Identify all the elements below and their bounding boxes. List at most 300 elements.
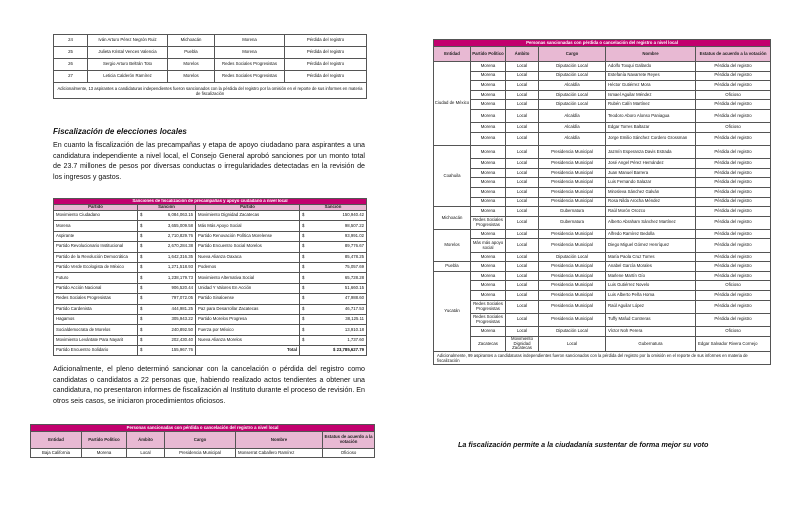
currency-symbol: $ [302,284,305,290]
party-cell: Morena [471,145,506,158]
sanction-amount [138,262,196,272]
amount-value: 98,507.22 [344,222,365,228]
party-name: Fuerza por México [196,325,300,335]
party-cell: Morena [471,327,506,337]
table-note: Adicionalmente, 13 aspirantes a candidaturas independientes fueron sancionados con la pérdida del registro por la omisión en el reporte de sus informes en materia de fiscalización [54,83,367,99]
party-cell: Redes Sociales Progresistas [471,216,506,229]
cell-num: 26 [54,59,88,71]
cell: Local [127,449,165,458]
name-cell: Diego Miguel Gómez Henríquez [606,239,696,252]
status-cell: Oficioso [696,123,771,133]
amount-value: 47,988.60 [344,295,365,301]
currency-symbol: $ [302,295,305,301]
table-row [54,59,367,71]
table-row [434,216,771,229]
amount-value: 797,072.05 [171,295,193,301]
post-cell: Gubernatura [539,216,606,229]
column-header: Ámbito [127,432,165,449]
post-cell: Diputación Local [539,327,606,337]
party-cell: Morena [471,252,506,262]
name-cell: Alberto Abraham Sánchez Martínez [606,216,696,229]
amount-value: 305,943.22 [171,316,193,322]
party-name: Unidad Y Valores En Acción [196,283,300,293]
sanction-amount [138,242,196,252]
scope-cell: Local [506,229,539,239]
party-cell: Movimiento Dignidad Zacatecas [506,336,539,352]
post-cell: Diputación Local [539,71,606,81]
party-name: Movimiento Ciudadano [54,211,138,221]
name-cell: Adolfo Toxqui Gallardo [606,62,696,72]
table-row [54,35,367,47]
party-name: Partido Verde Ecologista de México [54,262,138,272]
name-cell: Jazmín Esperanza Davis Estrada [606,145,696,158]
name-cell: Raúl Morón Orozco [606,207,696,217]
name-cell: Teodoro Aboro Alonso Paniagua [606,109,696,122]
currency-symbol: $ [140,347,143,353]
cell-name: Julieta Kristal Vences Valencia [88,47,168,59]
table-row [434,229,771,239]
column-header: Nombre [606,47,696,62]
post-cell: Presidencia Municipal [539,313,606,326]
amount-value: 46,717.53 [344,305,365,311]
scope-cell: Local [506,187,539,197]
table-row [434,90,771,100]
sanction-amount [300,211,367,221]
post-cell: Gubernatura [539,207,606,217]
cell-name: Sergio Arturo Beltrán Toto [88,59,168,71]
post-cell: Presidencia Municipal [539,168,606,178]
currency-symbol: $ [302,274,305,280]
party-name: Partido Sinaloense [196,294,300,304]
table-row [434,291,771,301]
party-cell: Morena [471,229,506,239]
cell-result: Pérdida del registro [285,47,367,59]
sanction-amount [300,314,367,324]
post-cell: Presidencia Municipal [539,281,606,291]
party-name: Partido Morelos Progresa [196,314,300,324]
amount-value: 155,967.76 [171,347,193,353]
table-row [54,273,367,283]
table-row [434,281,771,291]
party-name: Morena [54,221,138,231]
amount-value: 1,238,179.73 [167,274,193,280]
cell-num: 27 [54,71,88,83]
post-cell: Gubernatura [606,336,696,352]
table-row [54,304,367,314]
party-name: Más Más Apoyo Social [196,221,300,231]
party-cell: Morena [471,197,506,207]
post-cell: Diputación Local [539,252,606,262]
status-cell: Oficioso [696,90,771,100]
party-name: Partido Cardenista [54,304,138,314]
sanction-amount [138,283,196,293]
amount-value: 1,271,518.93 [167,264,193,270]
sanction-amount [138,335,196,345]
name-cell: Estefanía Navarrete Reyes [606,71,696,81]
entity-cell: Michoacán [434,207,471,230]
scope-cell: Local [506,168,539,178]
sanction-amount [138,231,196,241]
party-cell: Morena [471,90,506,100]
cell-state: Michoacán [168,35,215,47]
table-row [434,262,771,272]
status-cell: Pérdida del registro [696,229,771,239]
post-cell: Presidencia Municipal [539,187,606,197]
party-name: Partido de la Revolución Democrática [54,252,138,262]
total-label: Total [196,346,300,356]
column-header: Partido [196,205,300,211]
currency-symbol: $ [140,305,143,311]
name-cell: Edgar Salvador Rivera Cornejo [696,336,771,352]
table-row [54,262,367,272]
sanction-amount [300,335,367,345]
amount-value: 1,737.60 [347,336,365,342]
party-name: Partido Revolucionario Institucional [54,242,138,252]
status-cell: Pérdida del registro [696,109,771,122]
scope-cell: Local [506,216,539,229]
post-cell: Alcaldía [539,123,606,133]
currency-symbol: $ [302,253,305,259]
table-row [434,313,771,326]
amount-value: 38,125.11 [345,316,365,322]
cell-name: Iván Arturo Pérez Negrón Ruiz [88,35,168,47]
column-header: Entidad [434,47,471,62]
sanction-amount [300,231,367,241]
scope-cell: Local [506,81,539,91]
amount-value: 444,981.25 [171,305,193,311]
cell: Oficioso [323,449,375,458]
amount-value: $ 23,785,627.79 [332,347,365,353]
sanctioned-persons-local-table [433,39,771,365]
status-cell: Oficioso [696,281,771,291]
amount-value: 240,892.50 [171,326,193,332]
sanction-amount [138,273,196,283]
sanction-amount [300,262,367,272]
scope-cell: Local [506,271,539,281]
scope-cell: Local [506,90,539,100]
currency-symbol: $ [302,264,305,270]
status-cell: Pérdida del registro [696,62,771,72]
table-row [54,335,367,345]
status-cell: Pérdida del registro [696,187,771,197]
sanction-amount [138,211,196,221]
currency-symbol: $ [140,212,143,218]
currency-symbol: $ [302,316,305,322]
amount-value: 906,520.44 [171,284,193,290]
table-row [54,221,367,231]
sanctions-table-title: Sanciones de fiscalización de precampañas y apoyo ciudadano a nivel local [54,199,367,205]
caption: La fiscalización permite a la ciudadanía sustentar de forma mejor su voto [458,440,709,449]
name-cell: Juan Manuel Barrera [606,168,696,178]
cell-party: Morena [215,47,285,59]
column-header: Cargo [539,47,606,62]
cell-state: Morelos [168,71,215,83]
sanction-amount [300,252,367,262]
amount-value: 85,478.25 [344,253,365,259]
table-row [434,327,771,337]
party-name: Partido Renovación Política Morelense [196,231,300,241]
party-name: Paz para Desarrollar Zacatecas [196,304,300,314]
party-name: Movimiento Levántate Para Nayarit [54,335,138,345]
table-row [434,197,771,207]
table-row [54,47,367,59]
post-cell: Alcaldía [539,132,606,145]
scope-cell: Local [506,291,539,301]
party-cell: Redes Sociales Progresistas [471,313,506,326]
name-cell: Raúl Aguilar López [606,300,696,313]
sanction-amount [138,252,196,262]
name-cell: Luis Fernando Salazar [606,178,696,188]
status-cell: Pérdida del registro [696,239,771,252]
table-note: Adicionalmente, 99 aspirantes a candidaturas independientes fueron sancionados con la pérdida del registro por la omisión en el reporte de sus informes en materia de fiscalización [434,352,771,365]
column-header: Sanción [300,205,367,211]
name-cell: Luis Alberto Peña Homa [606,291,696,301]
table-row [434,71,771,81]
post-cell: Diputación Local [539,90,606,100]
cell: Monserrat Caballero Ramírez [236,449,323,458]
sanctioned-candidates-table-continued [53,34,367,99]
status-cell: Pérdida del registro [696,313,771,326]
currency-symbol: $ [302,233,305,239]
status-cell: Pérdida del registro [696,168,771,178]
table-row [54,71,367,83]
table-row [434,300,771,313]
status-cell: Pérdida del registro [696,207,771,217]
table-row [54,231,367,241]
table-row [434,159,771,169]
currency-symbol: $ [302,222,305,228]
entity-cell: Puebla [434,262,471,272]
scope-cell: Local [506,262,539,272]
sanction-amount [138,314,196,324]
amount-value: 6,084,063.15 [167,212,193,218]
currency-symbol: $ [140,284,143,290]
name-cell: Marlene Martín Gío [606,271,696,281]
post-cell: Alcaldía [539,109,606,122]
entity-cell: Coahuila [434,145,471,206]
party-name: Partido Encuentro Solidario [54,346,138,356]
post-cell: Diputación Local [539,100,606,110]
party-cell: Morena [471,271,506,281]
cell-result: Pérdida del registro [285,35,367,47]
currency-symbol: $ [140,326,143,332]
post-cell: Presidencia Municipal [539,145,606,158]
amount-value: 75,057.69 [344,264,365,270]
table-row [54,211,367,221]
sanction-amount [138,346,196,356]
currency-symbol: $ [140,274,143,280]
status-cell: Oficioso [696,327,771,337]
party-name: Redes Sociales Progresistas [54,294,138,304]
table-row [434,336,771,352]
entity-cell: Morelos [434,229,471,261]
name-cell: Luis Gutiérrez Novelo [606,281,696,291]
post-cell: Presidencia Municipal [539,229,606,239]
party-cell: Morena [471,291,506,301]
amount-value: 89,776.67 [344,243,365,249]
paragraph-cancellations: Adicionalmente, el pleno determinó sancionar con la cancelación o pérdida del registro como candidatas o candidatos a 22 personas que, habiendo realizado actos tendientes a obtener una candidatura, no presentaron informes de fiscalización al Instituto durante el proceso de revisión. En otros seis casos, se iniciaron procedimientos oficiosos. [53,365,365,406]
scope-cell: Local [506,239,539,252]
sanctions-table [53,198,367,356]
currency-symbol: $ [140,336,143,342]
scope-cell: Local [506,207,539,217]
currency-symbol: $ [140,264,143,270]
post-cell: Alcaldía [539,81,606,91]
currency-symbol: $ [302,212,305,218]
status-cell: Pérdida del registro [696,71,771,81]
party-cell: Morena [471,187,506,197]
status-cell: Pérdida del registro [696,145,771,158]
status-cell: Pérdida del registro [696,271,771,281]
party-name: Socialdemocrata de Morelos [54,325,138,335]
name-cell: Rubén Calín Martínez [606,100,696,110]
status-cell: Pérdida del registro [696,216,771,229]
name-cell: María Paola Cruz Torres [606,252,696,262]
cell-party: Redes Sociales Progresistas [215,71,285,83]
table-row [54,252,367,262]
paragraph-fiscalization: En cuanto la fiscalización de las precampañas y etapa de apoyo ciudadano para aspirantes a una candidatura independiente a nivel local, el Consejo General aprobó sanciones por un monto total de 23.7 millones de pesos por diversas conductas o irregularidades detectadas en la revisión de los ingresos y gastos. [53,141,365,182]
status-cell: Pérdida del registro [696,197,771,207]
currency-symbol: $ [140,233,143,239]
currency-symbol: $ [302,336,305,342]
scope-cell: Local [506,145,539,158]
name-cell: Jorge Emilio Sánchez Cordero Grossman [606,132,696,145]
name-cell: José Angel Pérez Hernández [606,159,696,169]
cell-name: Leticia Calderón Ramírez [88,71,168,83]
party-cell: Morena [471,132,506,145]
table-note-row [54,83,367,99]
column-header: Nombre [236,432,323,449]
column-header: Cargo [165,432,236,449]
cell-num: 24 [54,35,88,47]
scope-cell: Local [506,62,539,72]
post-cell: Presidencia Municipal [539,159,606,169]
party-cell: Morena [471,62,506,72]
party-cell: Morena [471,168,506,178]
name-cell: Rosa Nilda Arocha Méndez [606,197,696,207]
table-row [434,62,771,72]
currency-symbol: $ [302,305,305,311]
status-cell: Pérdida del registro [696,291,771,301]
status-cell: Pérdida del registro [696,262,771,272]
amount-value: 93,991.02 [344,233,365,239]
table-row [31,449,375,458]
table-row [54,346,367,356]
entity-cell: Zacatecas [471,336,506,352]
party-name: Nueva Alianza Morelos [196,335,300,345]
name-cell: Alfredo Ramírez Bedolla [606,229,696,239]
scope-cell: Local [506,281,539,291]
name-cell: Tuffy Mafud Contreras [606,313,696,326]
amount-value: 3,655,009.58 [167,222,193,228]
table-row [434,239,771,252]
status-cell: Pérdida del registro [696,100,771,110]
post-cell: Presidencia Municipal [539,197,606,207]
party-name: Podemos [196,262,300,272]
amount-value: 202,430.40 [171,336,193,342]
sanction-amount [138,304,196,314]
party-cell: Morena [471,100,506,110]
cell-party: Redes Sociales Progresistas [215,59,285,71]
amount-value: 65,728.28 [344,274,365,280]
party-cell: Morena [471,178,506,188]
column-header: Partido Político [471,47,506,62]
party-name: Futuro [54,273,138,283]
table-row [54,294,367,304]
post-cell: Presidencia Municipal [539,300,606,313]
small-table-title: Personas sancionadas con pérdida o cancelación del registro a nivel local [31,425,375,432]
scope-cell: Local [506,123,539,133]
currency-symbol: $ [140,316,143,322]
party-cell: Morena [471,207,506,217]
table-note-row [434,352,771,365]
sanctioned-persons-small-table [30,424,375,458]
party-name: Hagamos [54,314,138,324]
scope-cell: Local [506,300,539,313]
sanction-amount [138,221,196,231]
column-header: Partido Político [82,432,127,449]
currency-symbol: $ [302,326,305,332]
party-cell: Morena [471,123,506,133]
currency-symbol: $ [302,243,305,249]
party-name: Movimiento Dignidad Zacatecas [196,211,300,221]
scope-cell: Local [506,197,539,207]
scope-cell: Local [506,313,539,326]
sanction-amount [300,325,367,335]
table-row [434,271,771,281]
amount-value: 150,940.42 [342,212,365,218]
cell-result: Pérdida del registro [285,71,367,83]
party-cell: Más más apoyo social [471,239,506,252]
currency-symbol: $ [140,295,143,301]
status-cell: Pérdida del registro [696,81,771,91]
name-cell: Edgar Torres Baltazar [606,123,696,133]
table-row [434,207,771,217]
scope-cell: Local [539,336,606,352]
amount-value: 2,670,284.38 [167,243,193,249]
table-row [434,252,771,262]
scope-cell: Local [506,327,539,337]
cell: Morena [82,449,127,458]
party-cell: Morena [471,81,506,91]
table-row [434,81,771,91]
scope-cell: Local [506,178,539,188]
table-row [434,109,771,122]
party-cell: Morena [471,281,506,291]
sanction-amount [300,242,367,252]
cell: Presidencia Municipal [165,449,236,458]
scope-cell: Local [506,71,539,81]
party-cell: Morena [471,109,506,122]
scope-cell: Local [506,159,539,169]
entity-cell: Ciudad de México [434,62,471,146]
sanction-amount [300,304,367,314]
name-cell: Ismael Aguilar Méndez [606,90,696,100]
post-cell: Presidencia Municipal [539,271,606,281]
name-cell: Víctor Noh Perera [606,327,696,337]
total-amount [300,346,367,356]
currency-symbol: $ [140,253,143,259]
name-cell: Anabel García Morales [606,262,696,272]
sanction-amount [300,273,367,283]
status-cell: Pérdida del registro [696,178,771,188]
table-row [54,314,367,324]
cell: Baja California [31,449,82,458]
amount-value: 1,642,316.35 [167,253,193,259]
name-cell: Héctor Gutiérrez Mora [606,81,696,91]
status-cell: Pérdida del registro [696,252,771,262]
column-header: Sanción [138,205,196,211]
